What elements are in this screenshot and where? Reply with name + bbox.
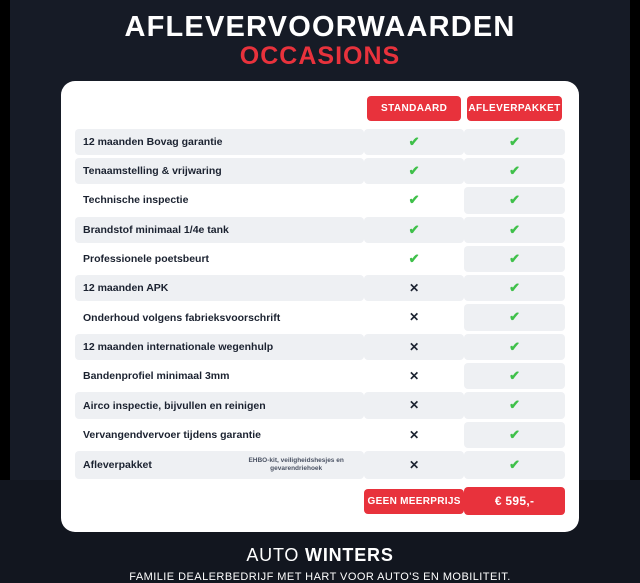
table-row: [75, 275, 565, 301]
check-icon: ✔: [509, 133, 520, 149]
cell-afleverpakket: [464, 158, 565, 184]
footer-afleverpakket-price: [464, 482, 565, 515]
table-row: [75, 246, 565, 272]
cell-afleverpakket: [464, 363, 565, 389]
cell-afleverpakket: [464, 246, 565, 272]
cell-afleverpakket: [464, 275, 565, 301]
check-icon: ✔: [509, 162, 520, 178]
cross-icon: ✕: [409, 339, 420, 354]
header-blank: [75, 96, 364, 126]
cell-afleverpakket: [464, 451, 565, 479]
table-footer-row: [75, 482, 565, 515]
cell-afleverpakket: [464, 422, 565, 448]
cell-afleverpakket: [464, 304, 565, 330]
feature-label: 12 maanden APK: [75, 275, 364, 301]
cell-standaard: [364, 129, 464, 155]
cell-standaard: [364, 422, 464, 448]
check-icon: ✔: [408, 162, 420, 178]
letterbox-left: [0, 0, 10, 480]
cell-afleverpakket: [464, 129, 565, 155]
check-icon: ✔: [509, 338, 520, 354]
header-standaard-label: STANDAARD: [367, 96, 461, 121]
cell-standaard: [364, 187, 464, 213]
cross-icon: ✕: [409, 427, 420, 442]
table-header-row: [75, 96, 565, 126]
cross-icon: ✕: [409, 457, 420, 472]
cell-standaard: [364, 275, 464, 301]
letterbox-right: [630, 0, 640, 480]
table-row: [75, 392, 565, 418]
brand-name: [129, 545, 510, 566]
check-icon: ✔: [408, 221, 420, 237]
brand-bold: WINTERS: [305, 545, 394, 566]
cross-icon: ✕: [409, 369, 420, 384]
cross-icon: ✕: [409, 398, 420, 413]
table-row: [75, 363, 565, 389]
feature-note: EHBO-kit, veiligheidshesjes en gevarendriehoek: [248, 456, 344, 473]
feature-label: Professionele poetsbeurt: [75, 246, 364, 272]
cell-standaard: [364, 334, 464, 360]
page-title: [124, 12, 515, 70]
cell-standaard: [364, 451, 464, 479]
cross-icon: ✕: [409, 310, 420, 325]
feature-label: Vervangendvervoer tijdens garantie: [75, 422, 364, 448]
cell-standaard: [364, 217, 464, 243]
check-icon: ✔: [509, 368, 520, 384]
feature-label: Brandstof minimaal 1/4e tank: [75, 217, 364, 243]
header-standaard: [364, 96, 464, 126]
price-standaard: GEEN MEERPRIJS: [364, 489, 464, 514]
feature-label: Technische inspectie: [75, 187, 364, 213]
cell-afleverpakket: [464, 334, 565, 360]
table-row: [75, 304, 565, 330]
check-icon: ✔: [509, 426, 520, 442]
cell-afleverpakket: [464, 392, 565, 418]
footer: [129, 545, 510, 583]
table-row: [75, 129, 565, 155]
feature-label: Tenaamstelling & vrijwaring: [75, 158, 364, 184]
feature-label: 12 maanden Bovag garantie: [75, 129, 364, 155]
feature-label: Airco inspectie, bijvullen en reinigen: [75, 392, 364, 418]
check-icon: ✔: [509, 192, 520, 208]
table-row: [75, 334, 565, 360]
feature-label: Onderhoud volgens fabrieksvoorschrift: [75, 304, 364, 330]
cell-standaard: [364, 392, 464, 418]
cell-afleverpakket: [464, 187, 565, 213]
check-icon: ✔: [509, 309, 520, 325]
cross-icon: ✕: [409, 281, 420, 296]
price-afleverpakket: € 595,-: [464, 487, 565, 515]
cell-standaard: [364, 363, 464, 389]
check-icon: ✔: [408, 250, 420, 266]
check-icon: ✔: [408, 192, 420, 208]
cell-standaard: [364, 158, 464, 184]
feature-label-afleverpakket: [75, 451, 364, 479]
check-icon: ✔: [509, 456, 520, 472]
table-row: [75, 187, 565, 213]
check-icon: ✔: [509, 250, 520, 266]
cell-afleverpakket: [464, 217, 565, 243]
check-icon: ✔: [408, 133, 420, 149]
brand-light: AUTO: [246, 545, 306, 566]
feature-label: Afleverpakket: [83, 459, 152, 472]
footer-standaard-price: [364, 482, 464, 515]
cell-standaard: [364, 304, 464, 330]
comparison-card: [61, 81, 579, 533]
table-row: [75, 217, 565, 243]
header-afleverpakket-label: AFLEVERPAKKET: [467, 96, 562, 121]
feature-label: Bandenprofiel minimaal 3mm: [75, 363, 364, 389]
check-icon: ✔: [509, 397, 520, 413]
footer-blank: [75, 482, 364, 515]
table-row: [75, 451, 565, 479]
comparison-table: [75, 93, 565, 519]
title-sub: OCCASIONS: [239, 42, 401, 71]
header-afleverpakket: [464, 96, 565, 126]
tagline: FAMILIE DEALERBEDRIJF MET HART VOOR AUTO'S EN MOBILITEIT.: [129, 571, 511, 583]
check-icon: ✔: [509, 280, 520, 296]
title-main: AFLEVERVOORWAARDEN: [124, 11, 516, 43]
table-row: [75, 158, 565, 184]
check-icon: ✔: [509, 221, 520, 237]
table-row: [75, 422, 565, 448]
cell-standaard: [364, 246, 464, 272]
feature-label: 12 maanden internationale wegenhulp: [75, 334, 364, 360]
